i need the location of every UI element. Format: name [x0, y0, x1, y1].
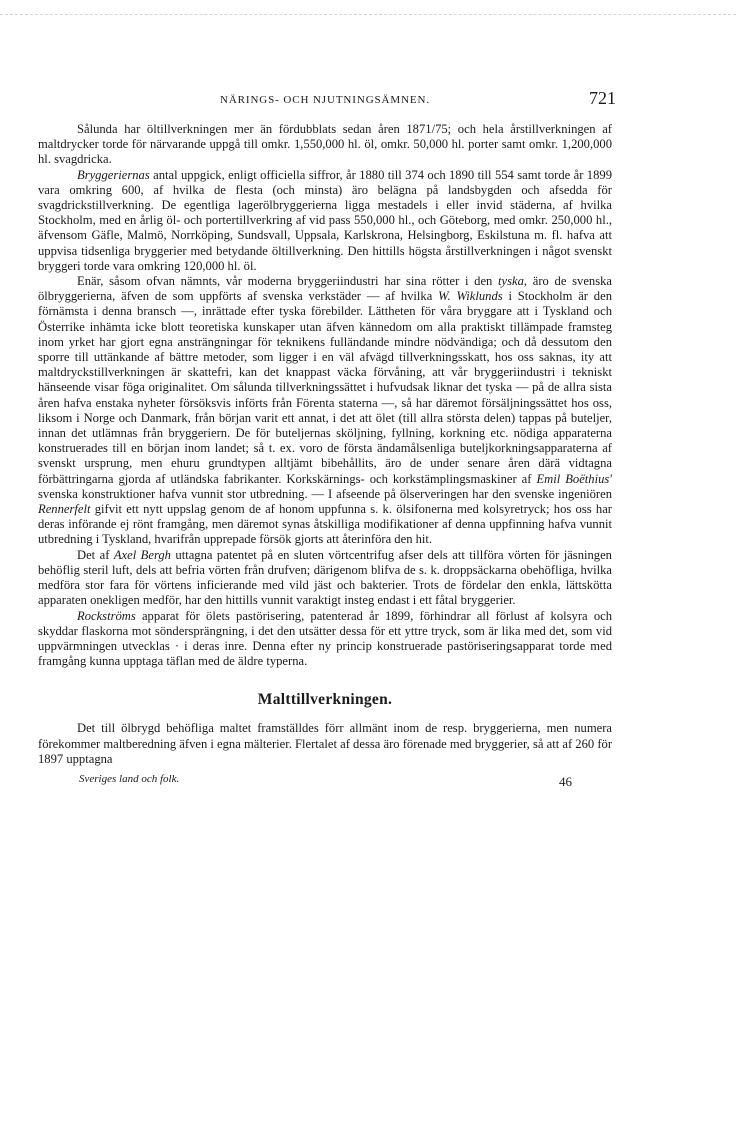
text-run: Sålunda har öltillverkningen mer än fördubblats sedan åren 1871/75; och hela årstillverkningen af maltdrycker torde för närvarande uppgå till omkr. 1,550,000 hl. öl, omkr. 50,000 hl. porter samt omkr. 1,200,000 hl. svagdricka. [38, 122, 612, 167]
italic-text: Axel Bergh [113, 547, 171, 562]
section-paragraph [38, 721, 612, 767]
italic-text: W. Wiklunds [438, 289, 503, 304]
italic-text: Bryggeriernas [77, 167, 150, 182]
italic-text: Rockströms [77, 608, 136, 623]
body-paragraph [38, 274, 612, 548]
top-edge-rule [0, 14, 736, 15]
running-title: NÄRINGS- OCH NJUTNINGSÄMNEN. [219, 94, 431, 106]
section-heading: Malttillverkningen. [257, 691, 393, 709]
running-header [38, 88, 616, 114]
body-paragraph [38, 122, 612, 168]
italic-text: Emil Boëthius' [536, 471, 612, 486]
body-paragraph [38, 548, 612, 609]
page-footer [38, 773, 612, 793]
text-run: i Stockholm är den förnämsta i denna bransch —, inrättade efter tyska förebilder. Lättheten för våra bryggare att i Tyskland och Österrike inhämta icke blott teoretiska kunskaper utan äfven kännedom om alla praktiskt tillämpade framsteg inom yrket har gjort egna ansträngningar för teknikens fulländande mindre nödvändiga; och då dessutom den sporre till uttänkande af bättre metoder, som ligger i en väl afvägd tillverkningsskatt, hos oss saknas, ity att maltdryckstillverkningen är skattefri, kan det knappast väcka förvåning, att vår bryggeriindustri i tekniskt hänseende visar föga originalitet. Om sålunda tillverkningssättet i hufvudsak liknar det tyska — på de allra sista åren hafva enstaka nyheter försöksvis införts från Förenta staterna —, så har däremot försäljningssättet hos oss, liksom i Norge och Danmark, från början varit ett annat, i det att ölet (till allra största delen) tappas på buteljer, innan det utlämnas från bryggeriern. De för buteljernas sköljning, fyllning, korkning etc. nödiga apparaterna konstruerades till en början inom landet; så t. ex. voro de första ändamålsenliga buteljkorkningsapparaterna af svenskt ursprung, men ehuru grundtypen alltjämt bibehållits, äro de under senare åren därä vidtagna förbättringarna gjorda af utländska fabrikanter. Korkskärnings- och korkstämplingsmaskiner af [38, 289, 612, 486]
body-paragraph [38, 609, 612, 670]
body-text [38, 122, 612, 669]
text-run: gifvit ett nytt uppslag genom de af honom uppfunna s. k. ölsifonerna med kolsyretryck; hos oss har deras införande ej rönt framgång, men däremot synas åtskilliga modifikationer af denna uppfinning hafva vunnit utbredning i Tyskland, hvarifrån upprepade försök gjorts att återinföra den hit. [38, 502, 612, 547]
source-title: Sveriges land och folk. [79, 772, 180, 785]
text-run: Det till ölbrygd behöfliga maltet framställdes förr allmänt inom de resp. bryggerierna, men numera förekommer maltberedning äfven i egna mälterier. Flertalet af dessa äro förenade med bryggerier, så att af 260 för 1897 upptagna [38, 721, 613, 766]
section-text [38, 721, 612, 767]
text-run: uttagna patentet på en sluten vörtcentrifug afser dels att tillföra vörten för jäsningen behöflig steril luft, dels att befria vörten från drufven; därigenom blifva de s. k. droppsäckarna obehöfliga, hvilka medföra stor fara för vörtens inficierande med vild jäst och bakterier. Trots de fördelar den enkla, lättskötta apparaten onekligen medför, har den hittills vunnit varaktigt insteg endast i ett fåtal bryggerier. [38, 547, 612, 608]
signature-mark: 46 [559, 773, 572, 789]
text-run: apparat för ölets pastörisering, patenterad år 1899, förhindrar all förlust af kolsyra och skyddar flaskorna mot söndersprängning, i det den utsätter dessa för ett yttre tryck, som är lika med det, som vid uppvärmningen utvecklas · i deras inre. Denna efter ny princip konstruerade pastöriseringsapparat torde med framgång kunna upptaga täflan med de äldre typerna. [38, 608, 612, 669]
italic-text: Rennerfelt [38, 502, 91, 517]
italic-text: tyska [498, 274, 524, 289]
document-page [38, 88, 616, 793]
page-number: 721 [589, 88, 616, 108]
text-run: svenska konstruktioner hafva vunnit stor utbredning. — I afseende på ölserveringen har den svenske ingeniören [38, 486, 612, 501]
text-run: Enär, såsom ofvan nämnts, vår moderna bryggeriindustri har sina rötter i den [77, 274, 499, 289]
text-run: Det af [77, 547, 114, 562]
body-paragraph [38, 168, 612, 274]
text-run: , äro de svenska ölbryggerierna, äfven de som uppförts af svenska verkstäder — af hvilka [38, 274, 612, 304]
text-run: antal uppgick, enligt officiella siffror, år 1880 till 374 och 1890 till 554 samt torde år 1899 vara omkring 600, af hvilka de flesta (och minsta) äro belägna på landsbygden och afsedda för svagdrickstillverkning. De egentliga lagerölbryggerierna ligga mestadels i eller invid städerna, af hvilka Stockholm, med en årlig öl- och portertillverkring af vid pass 550,000 hl., och Göteborg, med omkr. 250,000 hl., äfvensom Gäfle, Malmö, Norrköping, Sundsvall, Uppsala, Karlskrona, Helsingborg, Eskilstuna m. fl. hafva att uppvisa tidsenliga bryggerier med betydande öltillverkning. Den hittills högsta årstillverkningen i något svenskt bryggeri torde vara omkring 120,000 hl. öl. [38, 167, 612, 273]
